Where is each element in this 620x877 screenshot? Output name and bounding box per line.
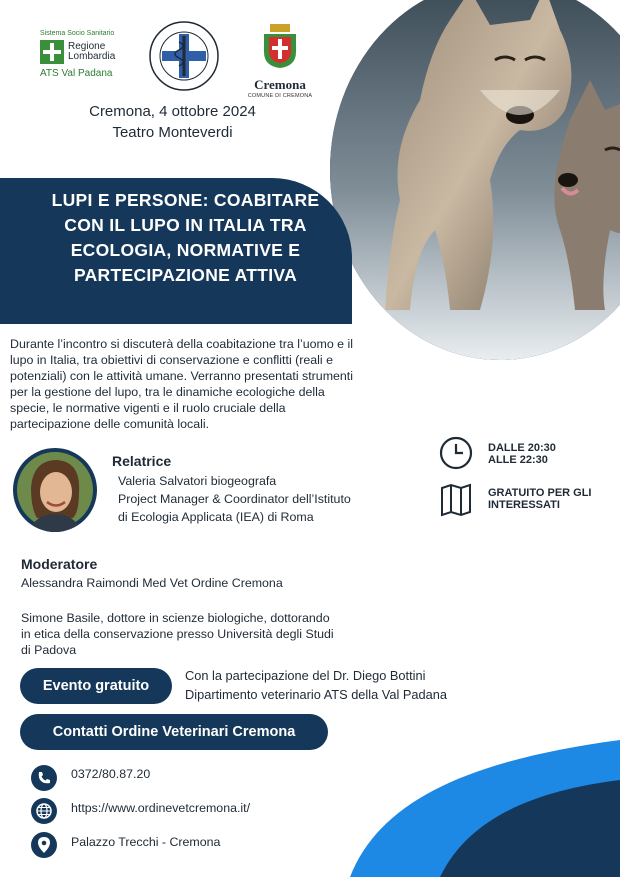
cremona-name: Cremona	[254, 77, 306, 92]
location-pin-icon	[31, 832, 57, 858]
map-icon	[438, 482, 474, 518]
moderator-heading: Moderatore	[21, 556, 98, 572]
guest-line: Simone Basile, dottore in scienze biologiche, dottorando	[21, 611, 330, 625]
lombardia-name-1: Regione	[68, 41, 106, 52]
cremona-crest-icon	[260, 22, 300, 70]
event-date: Cremona, 4 ottobre 2024	[89, 103, 256, 120]
time-line: ALLE 22:30	[488, 454, 548, 466]
guest-details	[21, 610, 401, 658]
event-time	[488, 442, 556, 466]
contatti-button[interactable]: Contatti Ordine Veterinari Cremona	[20, 714, 328, 750]
event-title	[18, 188, 353, 288]
description-line: partecipazione delle comunità locali.	[10, 417, 210, 431]
globe-icon[interactable]	[31, 798, 57, 824]
price-line: INTERESSATI	[488, 499, 560, 511]
speaker-avatar	[13, 448, 97, 532]
ordine-veterinari-seal	[148, 20, 220, 92]
participation-text	[185, 666, 447, 704]
participation-line: Con la partecipazione del Dr. Diego Bottini	[185, 668, 426, 683]
lombardia-name-2: Lombardia	[68, 51, 116, 62]
cremona-sub: COMUNE DI CREMONA	[247, 93, 313, 99]
time-line: DALLE 20:30	[488, 442, 556, 454]
phone-number[interactable]: 0372/80.87.20	[71, 767, 151, 781]
address: Palazzo Trecchi - Cremona	[71, 835, 221, 849]
event-description	[10, 336, 410, 432]
title-line: PARTECIPAZIONE ATTIVA	[73, 265, 298, 285]
evento-gratuito-button[interactable]: Evento gratuito	[20, 668, 172, 704]
speaker-heading: Relatrice	[112, 453, 172, 469]
clock-icon	[438, 435, 474, 471]
lombardia-cross-icon	[40, 40, 64, 64]
participation-line: Dipartimento veterinario ATS della Val Padana	[185, 687, 448, 702]
event-venue: Teatro Monteverdi	[112, 124, 233, 141]
lombardia-top-text: Sistema Socio Sanitario	[40, 30, 115, 37]
speaker-line: Valeria Salvatori biogeografa	[118, 474, 277, 488]
title-line: CON IL LUPO IN ITALIA TRA	[64, 215, 307, 235]
title-line: ECOLOGIA, NORMATIVE E	[70, 240, 301, 260]
moderator-name: Alessandra Raimondi Med Vet Ordine Cremona	[21, 576, 283, 590]
title-line: LUPI E PERSONE: COABITARE	[51, 190, 320, 210]
price-line: GRATUITO PER GLI	[488, 487, 592, 499]
description-line: per la gestione del lupo, tra le dinamiche ecologiche della	[10, 385, 325, 399]
ats-val-padana-text: ATS Val Padana	[40, 68, 113, 79]
comune-cremona-logo	[240, 22, 320, 99]
phone-icon[interactable]	[31, 765, 57, 791]
regione-lombardia-logo	[40, 30, 130, 79]
description-line: Durante l’incontro si discuterà della coabitazione tra l’uomo e il	[10, 337, 353, 351]
event-price	[488, 487, 592, 511]
description-line: lupo in Italia, tra obiettivi di conservazione e conflitti (reali e	[10, 353, 334, 367]
speaker-line: Project Manager & Coordinator dell’Istituto	[118, 492, 351, 506]
guest-line: di Padova	[21, 643, 77, 657]
speaker-details	[118, 472, 351, 526]
description-line: potenziali) con le attività umane. Verranno presentati strumenti	[10, 369, 353, 383]
description-line: specie, le normative vigenti e il ruolo cruciale della	[10, 401, 286, 415]
speaker-line: di Ecologia Applicata (IEA) di Roma	[118, 510, 314, 524]
guest-line: in etica della conservazione presso Università degli Studi	[21, 627, 334, 641]
website-link[interactable]: https://www.ordinevetcremona.it/	[71, 801, 251, 815]
